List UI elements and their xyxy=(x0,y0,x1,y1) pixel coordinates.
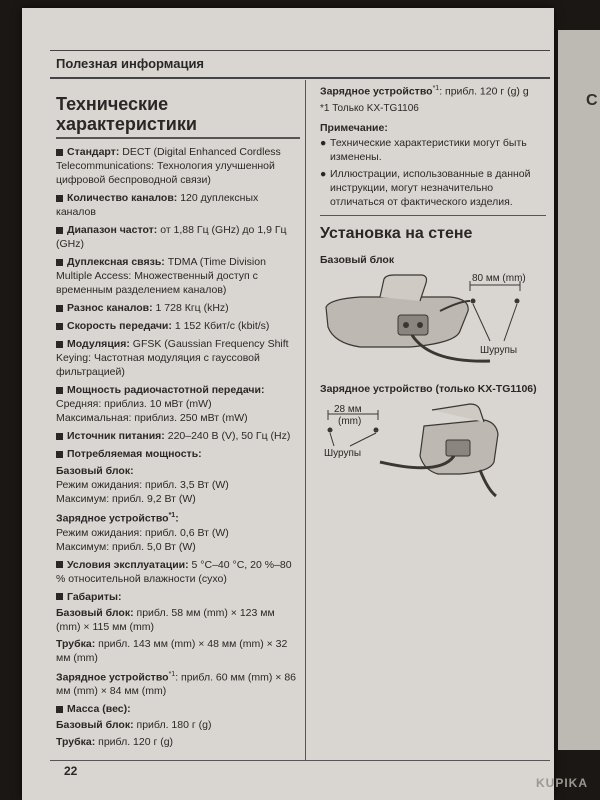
mass-base: Базовый блок: прибл. 180 г (g) xyxy=(56,719,212,731)
bullet-square-icon xyxy=(56,323,63,330)
note-item: ● Иллюстрации, использованные в данной инструкции, могут незначительно отличаться от фактического изделия. xyxy=(320,167,531,208)
spec-rate: Скорость передачи: 1 152 Кбит/с (kbit/s) xyxy=(56,319,300,333)
section-header-title: Полезная информация xyxy=(56,56,205,71)
spec-mass: Масса (вес): xyxy=(56,702,300,716)
spec-consumption: Потребляемая мощность: xyxy=(56,447,300,461)
page-number: 22 xyxy=(64,764,78,778)
fig1-screws-label: Шурупы xyxy=(480,344,518,356)
spec-frequency: Диапазон частот: от 1,88 Гц (GHz) до 1,9 Гц (GHz) xyxy=(56,224,287,250)
spec-standard: Стандарт: DECT (Digital Enhanced Cordless Telecommunications: Технология улучшенной цифровой беспроводной связи) xyxy=(56,146,281,186)
bullet-square-icon xyxy=(56,387,63,394)
dim-base: Базовый блок: прибл. 58 мм (mm) × 123 мм (mm) × 115 мм (mm) xyxy=(56,606,275,633)
spec-rf-power: Мощность радиочастотной передачи: xyxy=(56,383,300,397)
bullet-square-icon xyxy=(56,433,63,440)
bullet-square-icon xyxy=(56,305,63,312)
divider xyxy=(320,215,546,216)
specs-column xyxy=(56,94,300,749)
bullet-square-icon xyxy=(56,195,63,202)
right-column xyxy=(320,82,546,509)
fig2-screws-label: Шурупы xyxy=(324,447,362,459)
note-item: ● Технические характеристики могут быть изменены. xyxy=(320,136,527,163)
dim-handset: Трубка: прибл. 143 мм (mm) × 48 мм (mm) × 32 мм (mm) xyxy=(56,637,288,664)
next-page-edge xyxy=(558,30,600,750)
manual-page xyxy=(22,8,554,800)
specs-title: Технические характеристики xyxy=(56,94,300,139)
wall-mount-title: Установка на стене xyxy=(320,224,473,242)
charger-figure xyxy=(320,400,546,505)
base-unit-illustration xyxy=(320,271,546,371)
bullet-dot-icon: ● xyxy=(320,167,327,180)
bullet-square-icon xyxy=(56,227,63,234)
bullet-square-icon xyxy=(56,561,63,568)
footnote: *1 Только KX-TG1106 xyxy=(320,102,419,114)
consumption-charger-standby: Режим ожидания: прибл. 0,6 Вт (W) xyxy=(56,526,229,539)
consumption-base-max: Максимум: прибл. 9,2 Вт (W) xyxy=(56,493,196,505)
spec-modulation: Модуляция: GFSK (Gaussian Frequency Shift Keying: Частотная модуляция с гауссовой фильтрацией) xyxy=(56,338,289,378)
spec-spacing: Разнос каналов: 1 728 Кгц (kHz) xyxy=(56,301,300,315)
bullet-square-icon xyxy=(56,593,63,600)
fig2-dimension-b: (mm) xyxy=(338,415,362,427)
consumption-base-standby: Режим ожидания: прибл. 3,5 Вт (W) xyxy=(56,479,229,491)
spec-power-source: Источник питания: 220–240 В (V), 50 Гц (Hz) xyxy=(56,429,300,443)
section-header-bar xyxy=(50,50,550,79)
base-unit-label: Базовый блок xyxy=(320,253,395,266)
bullet-dot-icon: ● xyxy=(320,136,327,149)
spec-dimensions: Габариты: xyxy=(56,590,300,604)
next-page-fragment: С xyxy=(586,92,598,109)
consumption-base-label: Базовый блок: xyxy=(56,465,134,477)
mass-handset: Трубка: прибл. 120 г (g) xyxy=(56,736,174,748)
charger-label: Зарядное устройство (только KX-TG1106) xyxy=(320,382,537,395)
base-unit-figure xyxy=(320,271,546,376)
bullet-square-icon xyxy=(56,341,63,348)
bullet-square-icon xyxy=(56,149,63,156)
rf-power-avg: Средняя: приблиз. 10 мВт (mW) xyxy=(56,398,212,410)
bullet-square-icon xyxy=(56,451,63,458)
bullet-square-icon xyxy=(56,706,63,713)
bullet-square-icon xyxy=(56,259,63,266)
rf-power-max: Максимальная: приблиз. 250 мВт (mW) xyxy=(56,412,248,424)
note-title: Примечание: xyxy=(320,121,388,134)
watermark: KUPIKA xyxy=(535,776,588,790)
column-divider xyxy=(305,80,306,760)
mass-charger: Зарядное устройство$^{*1}$: прибл. 120 г (g) g xyxy=(320,85,529,98)
spec-duplex: Дуплексная связь: TDMA (Time Division Multiple Access: Множественный доступ с временным разделением каналов) xyxy=(56,256,266,296)
footer-line xyxy=(50,760,550,761)
fig1-dimension: 80 мм (mm) xyxy=(472,272,526,284)
fig2-dimension-a: 28 мм xyxy=(334,403,362,415)
spec-channels: Количество каналов: 120 дуплексных каналов xyxy=(56,192,259,218)
consumption-charger-max: Максимум: прибл. 5,0 Вт (W) xyxy=(56,540,196,553)
charger-illustration xyxy=(320,400,546,500)
consumption-charger-label: Зарядное устройство$^{*1}$: xyxy=(56,512,179,525)
spec-conditions: Условия эксплуатации: 5 °C–40 °C, 20 %–80 % относительной влажности (сухо) xyxy=(56,558,292,585)
dim-charger: Зарядное устройство$^{*1}$: прибл. 60 мм (mm) × 86 мм (mm) × 84 мм (mm) xyxy=(56,670,296,697)
